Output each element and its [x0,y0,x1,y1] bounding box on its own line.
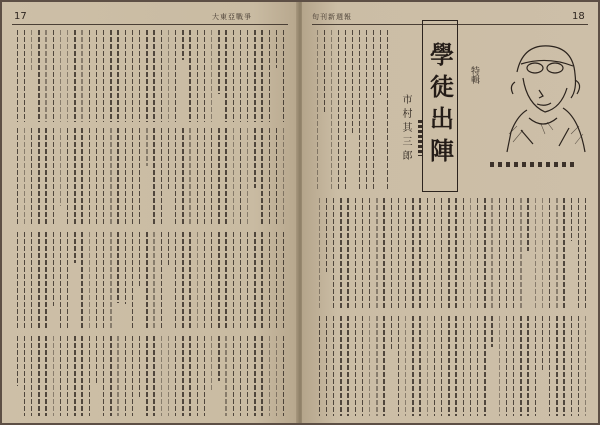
text-column [345,30,346,190]
text-column [38,128,39,226]
text-column [74,30,75,122]
text-column [283,30,284,122]
text-column [585,316,586,416]
text-column [45,232,46,330]
text-column [463,198,464,310]
text-column [240,232,241,330]
text-column [412,316,413,416]
text-column [319,316,320,416]
text-column [132,336,133,416]
text-column [182,336,183,416]
text-column [103,232,104,330]
text-column [369,316,370,416]
text-column [31,128,32,226]
text-column [161,30,162,122]
text-column [204,232,205,330]
text-column [347,198,348,310]
text-column [441,316,442,416]
text-column [38,30,39,122]
text-column [17,30,18,122]
body-text-lower [16,232,286,330]
text-column [269,232,270,330]
text-column [549,316,550,416]
article-opening-text [312,30,390,190]
text-column [373,30,374,190]
page-number: 18 [572,11,585,22]
text-column [175,128,176,226]
text-column [74,128,75,226]
text-column [125,30,126,122]
text-column [74,336,75,416]
text-column [146,336,147,416]
text-column [240,128,241,226]
text-column [132,232,133,330]
text-column [254,232,255,330]
article-body-lower [312,316,588,416]
text-column [38,232,39,330]
text-column [331,30,332,190]
text-column [419,316,420,416]
running-head: 旬刊新週報 [312,13,352,21]
text-column [81,128,82,226]
text-column [585,198,586,310]
text-column [38,336,39,416]
text-column [125,336,126,416]
text-column [117,128,118,226]
text-column [211,232,212,330]
body-text-upper [16,30,286,122]
text-column [276,128,277,226]
text-column [89,30,90,122]
text-column [139,232,140,287]
text-column [317,30,318,190]
text-column [153,128,154,226]
text-column [254,336,255,416]
text-column [110,232,111,330]
text-column [326,316,327,416]
text-column [182,30,183,60]
text-column [60,336,61,416]
text-column [117,232,118,303]
headline: 學徒出陣 [425,42,455,170]
text-column [24,128,25,226]
portrait-illustration [487,34,597,154]
text-column [470,316,471,416]
text-column [17,128,18,226]
text-column [366,30,367,190]
text-column [197,128,198,226]
text-column [427,316,428,416]
text-column [369,198,370,310]
text-column [17,336,18,386]
text-column [352,30,353,135]
text-column [434,198,435,310]
text-column [398,198,399,310]
text-column [225,336,226,416]
text-column [139,30,140,122]
text-column [233,232,234,330]
text-column [233,128,234,226]
text-column [189,336,190,416]
text-column [117,336,118,416]
text-column [506,316,507,416]
magazine-spread [2,2,598,423]
text-column [355,316,356,416]
text-column [261,128,262,226]
text-column [362,316,363,416]
text-column [225,128,226,226]
text-column [499,316,500,416]
text-column [520,198,521,310]
text-column [340,316,341,416]
text-column [578,198,579,310]
text-column [175,232,176,330]
text-column [53,128,54,226]
headline-box [422,20,458,192]
text-column [520,316,521,416]
text-column [283,336,284,416]
text-column [45,128,46,226]
text-column [527,316,528,416]
text-column [153,336,154,416]
text-column [175,30,176,122]
text-column [283,232,284,330]
text-column [197,232,198,330]
text-column [324,30,325,113]
text-column [506,198,507,310]
text-column [338,30,339,190]
text-column [283,128,284,226]
text-column [247,30,248,122]
text-column [110,30,111,122]
text-column [139,336,140,398]
text-column [254,30,255,122]
text-column [254,128,255,188]
text-column [96,128,97,226]
text-column [146,128,147,166]
text-column [405,316,406,416]
text-column [132,128,133,226]
text-column [45,30,46,122]
text-column [233,336,234,416]
text-column [434,316,435,416]
text-column [103,30,104,122]
text-column [412,198,413,310]
text-column [31,232,32,330]
text-column [189,128,190,226]
text-column [60,128,61,206]
text-column [269,336,270,416]
text-column [499,198,500,310]
text-column [153,232,154,330]
text-column [89,336,90,416]
text-column [53,30,54,122]
text-column [53,336,54,416]
text-column [197,336,198,416]
text-column [340,198,341,310]
text-column [31,336,32,416]
text-column [31,30,32,72]
text-column [269,30,270,122]
text-column [233,30,234,122]
text-column [261,232,262,330]
text-column [146,232,147,330]
text-column [387,30,388,190]
text-column [81,336,82,416]
text-column [513,316,514,416]
left-page [2,2,298,423]
text-column [110,128,111,226]
text-column [563,316,564,416]
text-column [455,198,456,310]
text-column [24,232,25,330]
text-column [74,232,75,263]
text-column [491,198,492,310]
text-column [276,336,277,416]
text-column [89,232,90,330]
text-column [218,336,219,381]
text-column [125,232,126,304]
text-column [60,232,61,330]
illustration-caption [490,162,574,167]
text-column [161,232,162,330]
text-column [376,316,377,416]
text-column [197,30,198,122]
text-column [168,232,169,266]
text-column [240,30,241,122]
text-column [477,316,478,416]
text-column [484,316,485,416]
text-column [45,336,46,416]
author-name: 市村其三郎 [400,94,411,164]
page-number: 17 [14,11,27,22]
text-column [441,198,442,310]
text-column [67,336,68,416]
text-column [24,30,25,122]
text-column [139,128,140,226]
text-column [53,232,54,306]
text-column [333,198,334,310]
text-column [146,30,147,122]
text-column [261,336,262,416]
text-column [261,30,262,122]
text-column [211,128,212,226]
text-column [67,232,68,330]
text-column [125,128,126,226]
text-column [24,336,25,416]
text-column [398,316,399,416]
text-column [225,30,226,122]
text-column [81,30,82,122]
text-column [347,316,348,416]
text-column [542,316,543,370]
text-column [225,232,226,330]
text-column [218,30,219,94]
article-body-middle [312,198,588,310]
text-column [269,128,270,226]
text-column [103,336,104,416]
right-page [302,2,598,423]
text-column [535,198,536,310]
text-column [376,198,377,310]
text-column [110,336,111,416]
text-column [211,30,212,122]
text-column [391,198,392,310]
text-column [391,316,392,351]
text-column [175,336,176,416]
text-column [419,198,420,310]
text-column [81,232,82,330]
text-column [355,198,356,310]
running-head: 大東亞戰爭 [212,13,252,21]
text-column [556,316,557,416]
text-column [17,232,18,330]
text-column [168,336,169,416]
text-column [549,198,550,310]
text-column [161,128,162,226]
text-column [189,30,190,122]
text-column [383,198,384,310]
body-text-bottom [16,336,286,416]
text-column [96,336,97,384]
text-column [491,316,492,347]
text-column [67,128,68,226]
text-column [362,198,363,310]
text-column [563,198,564,310]
text-column [247,128,248,226]
text-column [448,316,449,416]
text-column [380,30,381,95]
text-column [513,198,514,310]
text-column [477,198,478,310]
text-column [96,232,97,330]
text-column [182,128,183,226]
text-column [89,128,90,226]
text-column [535,316,536,416]
text-column [571,198,572,241]
text-column [103,128,104,226]
header-rule [12,24,288,25]
text-column [117,30,118,122]
text-column [571,316,572,416]
text-column [427,198,428,310]
text-column [247,232,248,330]
text-column [578,316,579,416]
text-column [319,198,320,310]
text-column [161,336,162,416]
text-column [96,30,97,122]
text-column [153,30,154,122]
text-column [211,336,212,391]
text-column [556,198,557,310]
text-column [383,316,384,416]
text-column [182,232,183,330]
text-column [240,336,241,416]
text-column [168,30,169,122]
text-column [60,30,61,122]
text-column [132,30,133,122]
text-column [218,232,219,330]
text-column [333,316,334,416]
text-column [470,198,471,310]
text-column [448,198,449,310]
text-column [247,336,248,416]
text-column [326,198,327,272]
text-column [405,198,406,310]
text-column [359,30,360,190]
text-column [276,30,277,68]
text-column [463,316,464,416]
body-text-middle [16,128,286,226]
text-column [455,316,456,416]
text-column [204,128,205,226]
feature-label: 特輯 [469,66,479,84]
text-column [276,232,277,330]
text-column [67,30,68,122]
text-column [204,30,205,122]
subtitle-line [418,120,422,156]
text-column [527,198,528,251]
text-column [168,128,169,189]
text-column [542,198,543,310]
text-column [204,336,205,416]
text-column [189,232,190,330]
text-column [484,198,485,310]
text-column [218,128,219,226]
